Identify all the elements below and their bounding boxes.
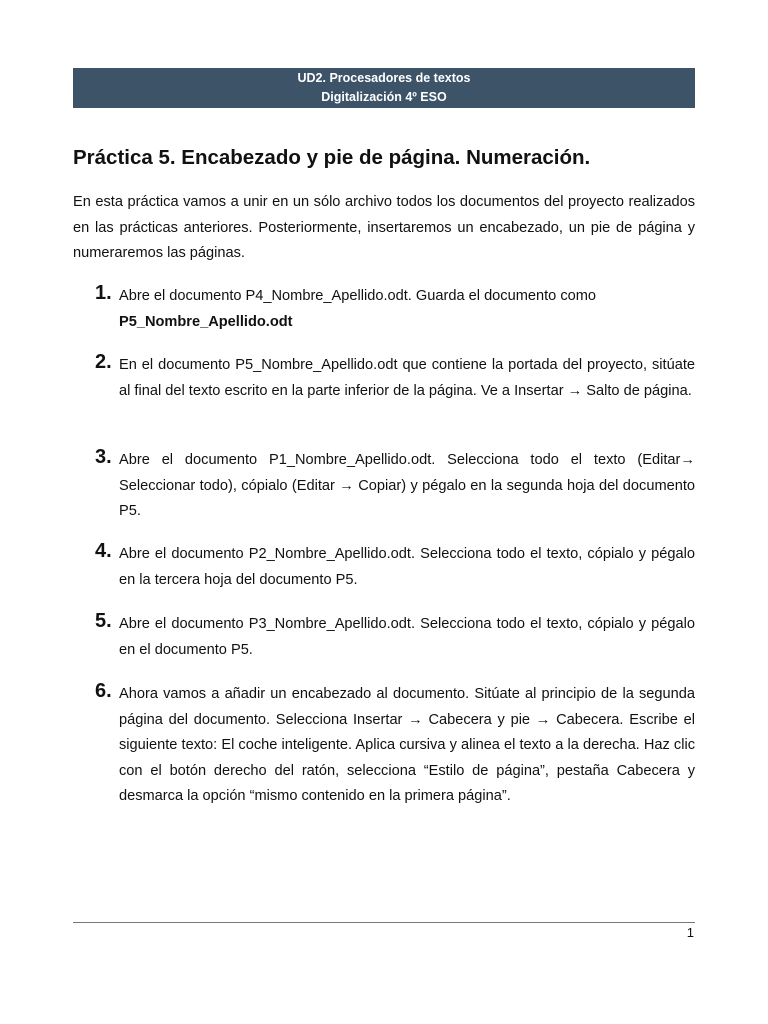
step-text: Abre el documento P3_Nombre_Apellido.odt. Selecciona todo el texto, cópialo y pégalo en el documento P5. [119,616,695,658]
step-number: 1. [95,282,112,304]
step-number: 3. [95,446,112,468]
step-text: En el documento P5_Nombre_Apellido.odt que contiene la portada del proyecto, sitúate al final del texto escrito en la parte inferior de la página. Ve a Insertar → Salto de página. [119,357,695,399]
step-filename-bold: P5_Nombre_Apellido.odt [119,313,293,330]
step-text: Abre el documento P1_Nombre_Apellido.odt. Selecciona todo el texto (Editar→ Seleccionar todo), cópialo (Editar → Copiar) y pégalo en la segunda hoja del documento P5. [119,452,695,519]
step-number: 5. [95,610,112,632]
step-number: 4. [95,540,112,562]
step-text-main: Abre el documento P4_Nombre_Apellido.odt. Guarda el documento como [119,288,597,304]
step-number: 2. [95,351,112,373]
step-text: Ahora vamos a añadir un encabezado al documento. Sitúate al principio de la segunda página del documento. Selecciona Insertar → Cabecera y pie → Cabecera. Escribe el siguiente texto: El coche inteligente. Aplica cursiva y alinea el texto a la derecha. Haz clic con el botón derecho del ratón, selecciona “Estilo de página”, pestaña Cabecera y desmarca la opción “mismo contenido en la primera página”. [119,686,695,804]
practice-title: Práctica 5. Encabezado y pie de página. Numeración. [73,146,591,169]
page-number: 1 [686,925,694,940]
step-text [119,284,695,335]
step-number: 6. [95,680,112,702]
step-text: Abre el documento P2_Nombre_Apellido.odt. Selecciona todo el texto, cópialo y pégalo en la tercera hoja del documento P5. [119,546,695,588]
header-subject: Digitalización 4º ESO [321,90,447,104]
intro-paragraph: En esta práctica vamos a unir en un sólo archivo todos los documentos del proyecto realizados en las prácticas anteriores. Posteriormente, insertaremos un encabezado, un pie de página y numeraremos las páginas. [73,194,695,261]
document-header-band [73,68,695,108]
footer-divider [73,922,695,923]
header-course-title: UD2. Procesadores de textos [297,71,471,85]
